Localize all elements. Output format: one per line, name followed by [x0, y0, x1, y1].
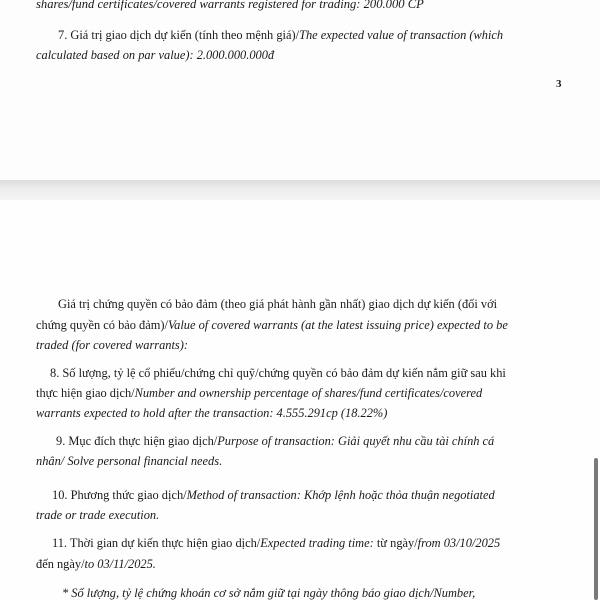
- item-9-label: 9. Mục đích thực hiện giao dịch/: [56, 434, 218, 448]
- item-11-to-label: đến ngày/: [36, 557, 85, 571]
- registered-shares-line: shares/fund certificates/covered warrants registered for trading: 200.000 CP: [36, 0, 424, 11]
- cw-value-line-1: Giá trị chứng quyền có bảo đảm (theo giá phát hành gần nhất) giao dịch dự kiến (đối với: [58, 297, 498, 311]
- item-9-english: Purpose of transaction: Giải quyết nhu cầu tài chính cá: [217, 434, 495, 448]
- cw-value-label: chứng quyền có bảo đảm)/: [36, 318, 168, 332]
- item-11-label: 11. Thời gian dự kiến thực hiện giao dịch/: [52, 536, 261, 550]
- scrollbar[interactable]: [594, 458, 598, 600]
- item-8-english: Number and ownership percentage of shares/fund certificates/covered: [134, 386, 483, 400]
- page-number: 3: [556, 78, 562, 90]
- item-10-label: 10. Phương thức giao dịch/: [52, 488, 187, 502]
- item-10-line-2: trade or trade execution.: [36, 508, 160, 522]
- item-11-to-date: to 03/11/2025.: [84, 557, 156, 571]
- item-8-line-3: warrants expected to hold after the transaction: 4.555.291cp (18.22%): [36, 406, 388, 420]
- cw-value-english: Value of covered warrants (at the latest issuing price) expected to be: [167, 318, 508, 332]
- item-8-line-2: [36, 385, 482, 401]
- item-7-english: The expected value of transaction (which: [299, 28, 504, 42]
- footnote-line: * Số lượng, tỷ lệ chứng khoán cơ sở nắm giữ tại ngày thông báo giao dịch/Number,: [62, 586, 476, 600]
- item-11-from-date: from 03/10/2025: [417, 536, 501, 550]
- page-gap: [0, 180, 600, 200]
- item-9-line-2: nhân/ Solve personal financial needs.: [36, 454, 223, 468]
- item-7-line-1: [58, 27, 503, 43]
- cw-value-line-3: traded (for covered warrants):: [36, 338, 188, 352]
- item-11-english: Expected trading time:: [260, 536, 374, 550]
- item-8-line-1: 8. Số lượng, tỷ lệ cổ phiếu/chứng chỉ quỹ/chứng quyền có bảo đảm dự kiến nắm giữ sau khi: [50, 366, 506, 380]
- item-8-label: thực hiện giao dịch/: [36, 386, 135, 400]
- cw-value-line-2: [36, 317, 508, 333]
- item-7-label: 7. Giá trị giao dịch dự kiến (tính theo mệnh giá)/: [58, 28, 300, 42]
- item-10-english: Method of transaction: Khớp lệnh hoặc thỏa thuận negotiated: [186, 488, 495, 502]
- item-11-line-2: [36, 556, 156, 572]
- document-page-bottom: [0, 200, 600, 600]
- item-7-line-2: calculated based on par value): 2.000.000.000đ: [36, 48, 275, 62]
- item-9-line-1: [56, 433, 494, 449]
- document-page-top: [0, 0, 600, 180]
- item-10-line-1: [52, 487, 495, 503]
- item-11-line-1: [52, 535, 500, 551]
- item-11-from-label: từ ngày/: [373, 536, 418, 550]
